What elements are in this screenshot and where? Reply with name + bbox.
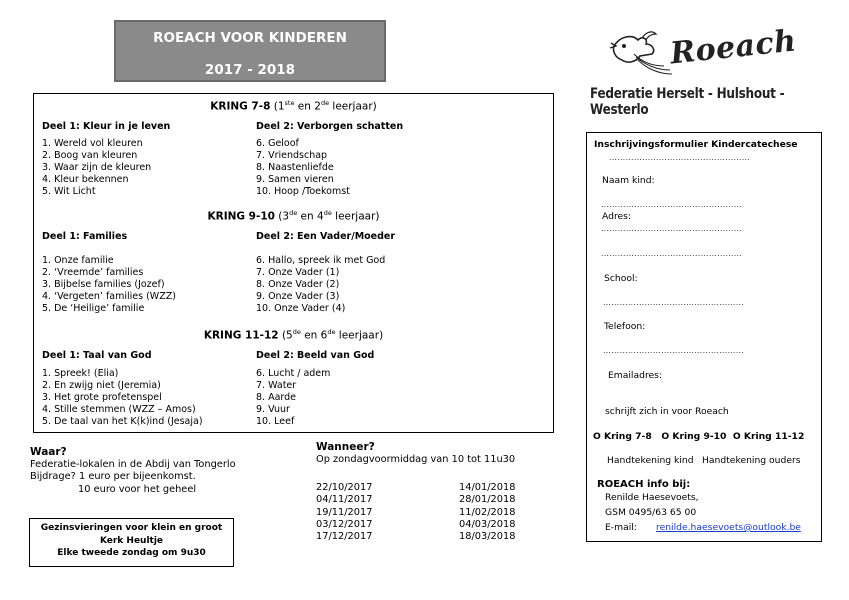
email-prefix: E-mail: — [605, 522, 637, 533]
date-item: 17/12/2017 — [316, 531, 373, 543]
adres-field-1[interactable]: …………………………………………… — [601, 224, 743, 233]
naam-label: Naam kind: — [602, 175, 655, 186]
roeach-logo — [606, 18, 806, 78]
kring-11-12-deel1-list — [42, 368, 203, 428]
info-heading: ROEACH info bij: — [597, 479, 691, 490]
adres-field-2[interactable]: …………………………………………… — [601, 249, 743, 258]
contribution-text: Bijdrage? 1 euro per bijeenkomst. — [30, 471, 196, 482]
list-item: 4. ‘Vergeten’ families (WZZ) — [42, 290, 176, 302]
contribution-total: 10 euro voor het geheel — [78, 483, 197, 495]
list-item: 1. Onze familie — [42, 255, 114, 266]
registration-form — [586, 132, 822, 542]
location-text: Federatie-lokalen in de Abdij van Tongerlo — [30, 458, 236, 470]
list-item: 10. Hoop /Toekomst — [256, 185, 350, 197]
kring-9-10-deel2-list — [256, 255, 385, 315]
registration-statement: schrijft zich in voor Roeach — [605, 406, 729, 417]
list-item: 5. De taal van het K(k)ind (Jesaja) — [42, 415, 203, 427]
school-label: School: — [604, 273, 638, 284]
list-item: 8. Onze Vader (2) — [256, 278, 340, 290]
list-item: 6. Lucht / adem — [256, 368, 331, 379]
page-title: ROEACH VOOR KINDEREN — [153, 30, 347, 46]
email-label: Emailadres: — [608, 370, 663, 381]
signature-parents-label: Handtekening ouders — [702, 455, 801, 466]
list-item: 6. Hallo, spreek ik met God — [256, 255, 386, 266]
list-item: 10. Leef — [256, 415, 295, 427]
list-item: 9. Onze Vader (3) — [256, 290, 340, 302]
contact-name: Renilde Haesevoets, — [605, 492, 699, 503]
naam-field[interactable]: …………………………………………… — [601, 200, 743, 209]
school-field[interactable]: …………………………………………… — [603, 298, 745, 307]
date-item: 28/01/2018 — [459, 494, 516, 506]
church-name: Kerk Heultje — [99, 535, 164, 546]
school-year: 2017 - 2018 — [204, 62, 296, 78]
adres-label: Adres: — [602, 211, 632, 222]
program-box — [33, 93, 554, 433]
bird-logo-icon — [606, 26, 676, 78]
form-title-line: …………………………………………… — [609, 153, 751, 162]
kring-7-8-title: KRING 7-8 (1ste en 2de leerjaar) — [210, 99, 377, 113]
kring-9-10-deel1-title: Deel 1: Families — [42, 231, 128, 242]
signature-child-label: Handtekening kind — [607, 455, 694, 466]
list-item: 3. Het grote profetenspel — [42, 391, 162, 403]
title-banner — [114, 20, 386, 82]
list-item: 1. Spreek! (Elia) — [42, 368, 119, 379]
kring-7-8-deel2-title: Deel 2: Verborgen schatten — [256, 121, 404, 132]
kring-9-10-title: KRING 9-10 (3de en 4de leerjaar) — [207, 209, 380, 223]
list-item: 5. De ‘Heilige’ familie — [42, 302, 145, 314]
kring-11-12-title: KRING 11-12 (5de en 6de leerjaar) — [203, 328, 384, 342]
list-item: 6. Geloof — [256, 138, 299, 149]
kring-9-10-deel1-list — [42, 255, 176, 315]
list-item: 4. Stille stemmen (WZZ – Amos) — [42, 403, 196, 415]
date-item: 04/03/2018 — [459, 518, 516, 530]
location-heading: Waar? — [30, 446, 67, 458]
list-item: 8. Aarde — [256, 391, 297, 403]
dates-2017-list — [316, 482, 372, 543]
list-item: 1. Wereld vol kleuren — [42, 138, 143, 149]
date-item: 11/02/2018 — [459, 506, 516, 518]
kring-11-12-deel2-title: Deel 2: Beeld van God — [256, 350, 375, 361]
list-item: 4. Kleur bekennen — [42, 173, 129, 185]
form-title: Inschrijvingsformulier Kindercatechese — [594, 139, 798, 150]
celebration-schedule: Elke tweede zondag om 9u30 — [57, 548, 206, 558]
date-item: 18/03/2018 — [459, 531, 516, 543]
kring-9-10-deel2-title: Deel 2: Een Vader/Moeder — [256, 231, 396, 242]
telefoon-label: Telefoon: — [604, 321, 646, 332]
date-item: 19/11/2017 — [316, 506, 373, 518]
kring-7-8-deel2-list — [256, 138, 350, 198]
federatie-name: Federatie Herselt - Hulshout - Westerlo — [590, 86, 785, 118]
list-item: 2. Boog van kleuren — [42, 149, 138, 161]
list-item: 10. Onze Vader (4) — [256, 302, 346, 314]
logo-brand-text: Roeach — [668, 23, 799, 72]
kring-11-12-deel2-list — [256, 368, 330, 428]
location-section — [30, 446, 310, 496]
schedule-heading: Wanneer? — [316, 441, 375, 453]
date-item: 03/12/2017 — [316, 518, 373, 530]
list-item: 3. Waar zijn de kleuren — [42, 161, 152, 173]
family-celebrations-box — [29, 518, 234, 567]
date-item: 22/10/2017 — [316, 482, 373, 493]
kring-7-8-deel1-list — [42, 138, 151, 198]
list-item: 8. Naastenliefde — [256, 161, 334, 173]
contact-gsm: GSM 0495/63 65 00 — [605, 507, 697, 518]
list-item: 3. Bijbelse families (Jozef) — [42, 278, 165, 290]
date-item: 04/11/2017 — [316, 494, 373, 506]
date-item: 14/01/2018 — [459, 482, 516, 493]
schedule-section — [316, 441, 556, 465]
list-item: 9. Vuur — [256, 403, 290, 415]
list-item: 5. Wit Licht — [42, 185, 96, 197]
list-item: 2. ‘Vreemde’ families — [42, 266, 144, 278]
dates-2018-list — [459, 482, 515, 543]
list-item: 7. Onze Vader (1) — [256, 266, 340, 278]
list-item: 2. En zwijg niet (Jeremia) — [42, 379, 161, 391]
list-item: 9. Samen vieren — [256, 173, 334, 185]
kring-7-8-deel1-title: Deel 1: Kleur in je leven — [42, 121, 171, 132]
list-item: 7. Water — [256, 379, 297, 391]
schedule-subtitle: Op zondagvoormiddag van 10 tot 11u30 — [316, 454, 516, 465]
list-item: 7. Vriendschap — [256, 149, 328, 161]
contact-email-link[interactable]: renilde.haesevoets@outlook.be — [656, 522, 801, 533]
kring-11-12-deel1-title: Deel 1: Taal van God — [42, 350, 152, 361]
family-celebrations-title: Gezinsvieringen voor klein en groot — [40, 523, 223, 533]
telefoon-field[interactable]: …………………………………………… — [603, 346, 745, 355]
kring-options[interactable]: O Kring 7-8 O Kring 9-10 O Kring 11-12 — [593, 431, 805, 442]
